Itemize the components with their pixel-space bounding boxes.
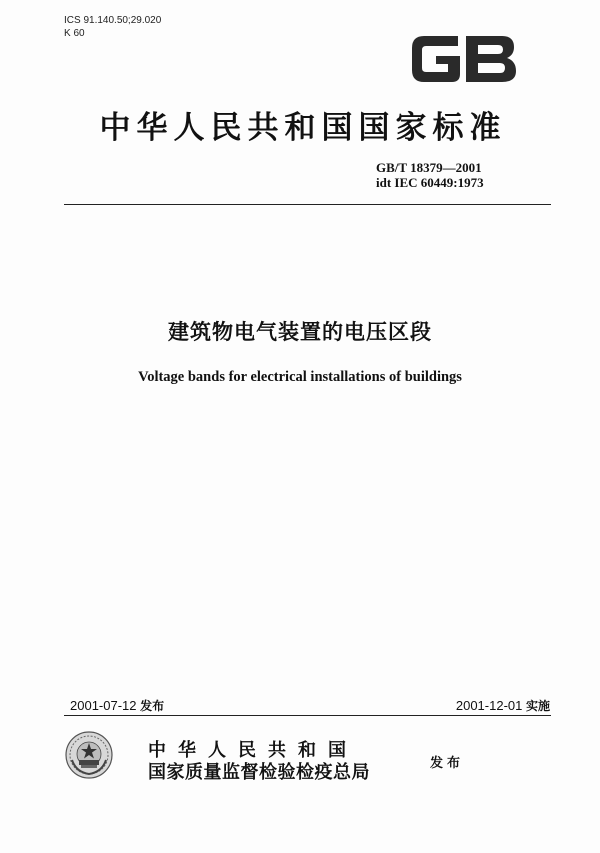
issuer-line-2: 国家质量监督检验检疫总局 (148, 762, 370, 783)
issuer-line-1: 中华人民共和国 (148, 740, 358, 761)
top-divider (64, 204, 551, 205)
bottom-divider (64, 715, 551, 716)
ics-code: ICS 91.140.50;29.020 (64, 15, 162, 26)
standard-number: GB/T 18379—2001 (376, 160, 482, 175)
standard-number-block (376, 160, 484, 190)
issue-date-block (70, 697, 164, 714)
implement-date-block (456, 697, 550, 714)
document-title-cn: 建筑物电气装置的电压区段 (168, 320, 432, 344)
ccs-code: K 60 (64, 28, 85, 39)
classification-codes (64, 14, 161, 40)
national-emblem-icon (64, 730, 114, 780)
equivalent-standard: idt IEC 60449:1973 (376, 175, 484, 190)
issue-date: 2001-07-12 (70, 698, 137, 713)
implement-label: 实施 (525, 699, 550, 713)
publish-label: 发布 (430, 756, 465, 771)
national-standard-heading: 中华人民共和国国家标准 (99, 110, 507, 146)
gb-logo (408, 28, 520, 90)
issuing-authority (148, 740, 370, 784)
document-title-en: Voltage bands for electrical installations of buildings (138, 369, 462, 385)
issue-label: 发布 (140, 699, 165, 713)
implement-date: 2001-12-01 (455, 698, 523, 713)
